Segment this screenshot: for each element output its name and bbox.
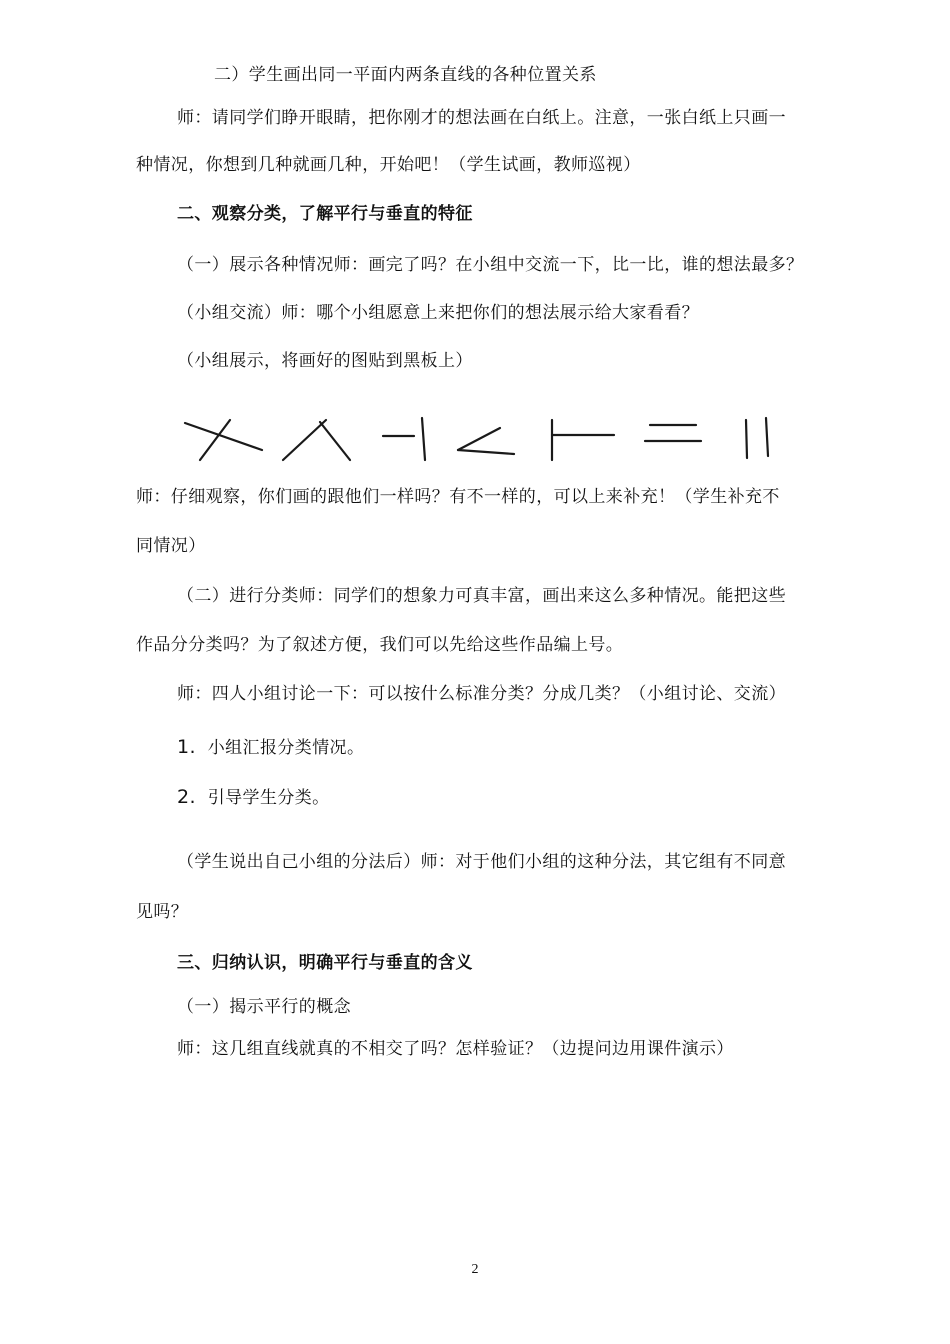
list-number: 2. [177, 786, 196, 808]
parallel-vertical [746, 418, 768, 458]
parallel-horizontal [645, 425, 701, 441]
list-text: 小组汇报分类情况。 [207, 738, 365, 758]
paragraph-line: （一）揭示平行的概念 [177, 997, 351, 1017]
section-heading: 三、归纳认识，明确平行与垂直的含义 [177, 953, 473, 973]
paragraph-line: 见吗？ [136, 902, 189, 922]
intersecting-lines-x [185, 420, 262, 460]
perpendicular-t [552, 420, 614, 460]
line-position-figure [178, 408, 778, 470]
paragraph-line: （小组展示，将画好的图贴到黑板上） [177, 351, 473, 371]
paragraph-line: （一）展示各种情况师：画完了吗？在小组中交流一下，比一比，谁的想法最多？ [177, 255, 804, 275]
page-number: 2 [471, 1262, 479, 1277]
paragraph-line: 作品分分类吗？为了叙述方便，我们可以先给这些作品编上号。 [136, 635, 624, 655]
list-item [177, 786, 330, 809]
section-subheading: 二）学生画出同一平面内两条直线的各种位置关系 [214, 65, 597, 85]
intersecting-angle [458, 428, 514, 454]
paragraph-line: 种情况，你想到几种就画几种，开始吧！（学生试画，教师巡视） [136, 155, 641, 175]
section-heading: 二、观察分类，了解平行与垂直的特征 [177, 204, 473, 224]
paragraph-line: 师：仔细观察，你们画的跟他们一样吗？有不一样的，可以上来补充！（学生补充不 [136, 487, 780, 507]
paragraph-line: 师：四人小组讨论一下：可以按什么标准分类？分成几类？（小组讨论、交流） [177, 684, 786, 704]
list-number: 1. [177, 736, 196, 758]
paragraph-line: 师：这几组直线就真的不相交了吗？怎样验证？（边提问边用课件演示） [177, 1039, 734, 1059]
paragraph-line: 同情况） [136, 536, 206, 556]
paragraph-line: 师：请同学们睁开眼睛，把你刚才的想法画在白纸上。注意，一张白纸上只画一 [177, 108, 786, 128]
intersecting-lines-v [283, 420, 350, 460]
perpendicular-short-t [383, 418, 425, 460]
list-text: 引导学生分类。 [207, 788, 330, 808]
list-item [177, 736, 364, 759]
paragraph-line: （学生说出自己小组的分法后）师：对于他们小组的这种分法，其它组有不同意 [177, 852, 786, 872]
paragraph-line: （二）进行分类师：同学们的想象力可真丰富，画出来这么多种情况。能把这些 [177, 586, 786, 606]
paragraph-line: （小组交流）师：哪个小组愿意上来把你们的想法展示给大家看看？ [177, 303, 699, 323]
